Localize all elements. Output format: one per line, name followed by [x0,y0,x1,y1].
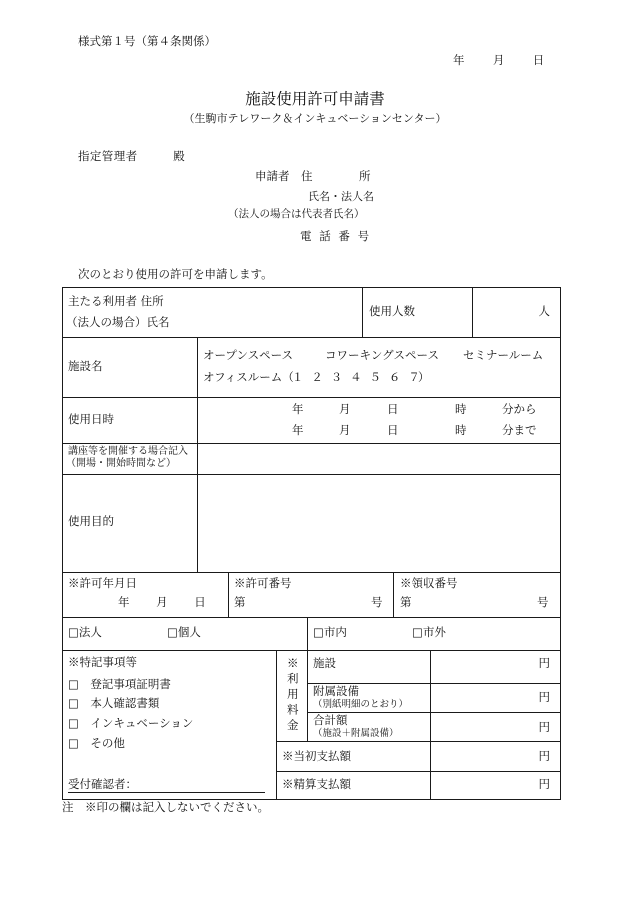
document-subtitle: （生駒市テレワーク＆インキュベーションセンター） [183,112,447,125]
event-note-sublabel: （開場・開始時間など） [66,458,176,469]
receipt-number-cell [393,572,561,618]
permit-date-label: ※許可年月日 [68,576,137,590]
start-year-unit: 年 [292,402,304,416]
receiver-label: 受付確認者： [68,777,137,791]
event-note-label-cell [62,443,198,475]
initial-payment-label: ※当初支払額 [282,749,351,763]
document-title: 施設使用許可申請書 [245,90,385,108]
usage-datetime-label-cell [62,397,198,444]
facility-option-seminar-room: セミナールーム [463,348,544,362]
fee-facility-label: 施設 [313,656,336,670]
checkbox-corporation: □法人 [68,625,102,639]
end-month-unit: 月 [339,423,351,437]
intro-text: 次のとおり使用の許可を申請します。 [78,267,273,281]
fee-equipment-label-cell [307,683,431,713]
main-user-address-label: 主たる利用者 住所 [68,294,164,308]
fee-total-value-cell [430,712,561,742]
end-hour-unit: 時 [455,423,467,437]
fee-facility-label-cell [307,650,431,684]
event-note-label: 講座等を開催する場合記入 [68,446,188,457]
application-date: 年 月 日 [453,53,547,67]
fee-equipment-label: 附属設備 [313,684,359,698]
facility-option-coworking-space: コワーキングスペース [325,348,439,362]
permit-date-value: 年 月 日 [118,595,207,609]
settlement-payment-label: ※精算支払額 [282,777,351,791]
residency-cell [307,617,561,651]
fee-total-unit: 円 [538,720,550,734]
fee-equipment-note: （別紙明細のとおり） [313,699,409,710]
applicant-phone-label: 電 話 番 号 [300,229,368,243]
office-room-label: オフィスルーム [203,370,283,384]
entity-type-cell [62,617,308,651]
fee-label-cell [276,650,308,742]
event-note-field [197,443,561,475]
end-day-unit: 日 [387,423,399,437]
checkbox-identity-documents: □ 本人確認書類 [68,696,160,710]
applicant-representative-note: （法人の場合は代表者氏名） [228,208,365,220]
checkbox-incubation: □ インキュベーション [68,716,194,730]
purpose-field [197,474,561,573]
applicant-label: 申請者 [255,169,290,183]
start-hour-unit: 時 [455,402,467,416]
settlement-payment-label-cell [276,771,431,800]
receipt-number-prefix: 第 [400,595,412,609]
checkbox-out-of-city: □市外 [412,625,446,639]
user-count-label-cell [362,287,473,338]
permit-number-label: ※許可番号 [234,576,292,590]
facility-option-open-space: オープンスペース [203,348,294,362]
addressee: 指定管理者 殿 [78,149,186,163]
start-day-unit: 日 [387,402,399,416]
fee-label: ※利用料金 [285,657,300,735]
fee-facility-unit: 円 [538,656,550,670]
special-notes-cell [62,650,277,800]
office-room-numbers: （１ ２ ３ ４ ５ ６ ７） [282,370,428,384]
permit-number-cell [228,572,394,618]
settlement-payment-unit: 円 [538,777,550,791]
purpose-label: 使用目的 [68,514,114,528]
fee-total-label-cell [307,712,431,742]
fee-equipment-unit: 円 [538,690,550,704]
applicant-name-label: 氏名・法人名 [308,190,374,203]
receiver-signature-line [68,792,265,793]
permit-date-cell [62,572,229,618]
checkbox-other: □ その他 [68,736,125,750]
facility-option-office-room [203,372,428,384]
usage-datetime-cell [197,397,561,444]
footnote: 注 ※印の欄は記入しないでください。 [62,800,269,814]
checkbox-registry-certificate: □ 登記事項証明書 [68,677,171,691]
receipt-number-label: ※領収番号 [400,576,458,590]
facility-label: 施設名 [68,359,103,373]
initial-payment-unit: 円 [538,749,550,763]
initial-payment-value-cell [430,741,561,772]
user-count-value-cell [472,287,561,338]
applicant-address-label: 住 所 [301,169,374,183]
fee-total-label: 合計額 [313,713,348,727]
checkbox-in-city: □市内 [313,625,347,639]
start-minute-unit: 分から [502,402,537,416]
user-count-unit: 人 [538,304,550,318]
facility-label-cell [62,337,198,398]
facility-options-cell [197,337,561,398]
permit-number-suffix: 号 [371,595,383,609]
special-notes-label: ※特記事項等 [68,655,137,669]
form-number: 様式第１号（第４条関係） [78,34,216,48]
receipt-number-suffix: 号 [537,595,549,609]
settlement-payment-value-cell [430,771,561,800]
purpose-label-cell [62,474,198,573]
main-user-cell [62,287,363,338]
fee-equipment-value-cell [430,683,561,713]
user-count-label: 使用人数 [369,304,415,318]
fee-facility-value-cell [430,650,561,684]
checkbox-individual: □個人 [167,625,201,639]
fee-total-note: （施設＋附属設備） [313,728,399,739]
start-month-unit: 月 [339,402,351,416]
initial-payment-label-cell [276,741,431,772]
end-year-unit: 年 [292,423,304,437]
usage-datetime-label: 使用日時 [68,412,114,426]
main-user-name-label: （法人の場合）氏名 [66,315,170,329]
end-minute-unit: 分まで [502,423,537,437]
permit-number-prefix: 第 [234,595,246,609]
